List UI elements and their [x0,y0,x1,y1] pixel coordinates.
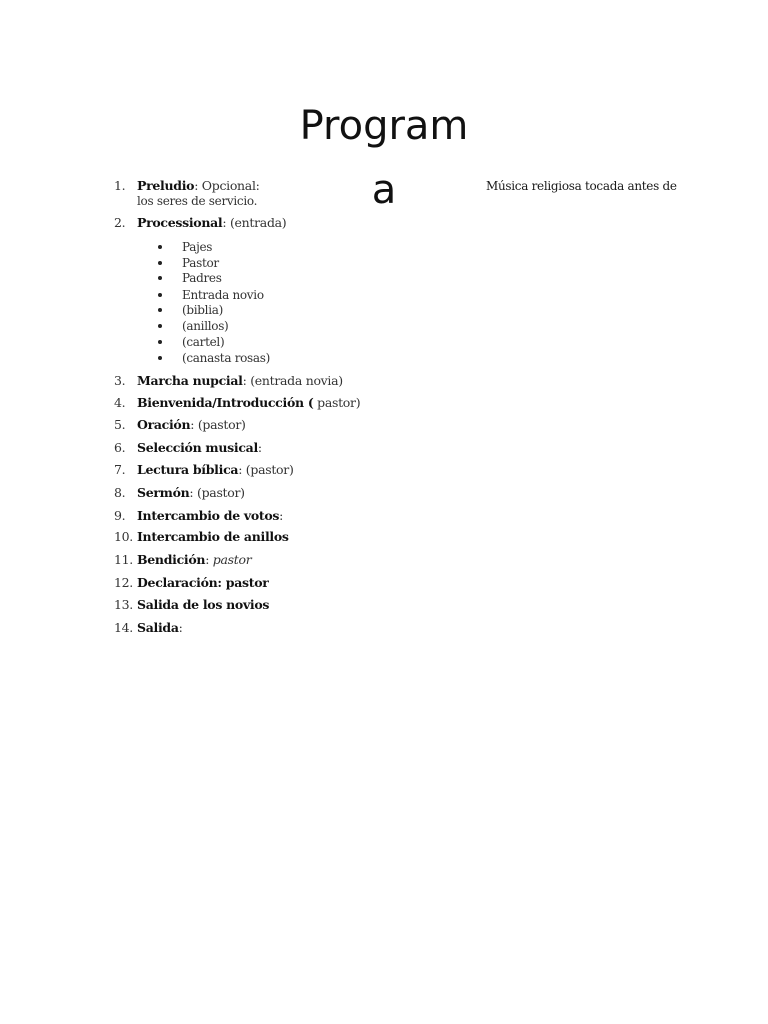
item-number: 11. [114,552,133,567]
bullet-dot [158,245,162,249]
item-detail: : (entrada novia) [242,373,343,388]
item-label: Salida [137,620,179,635]
item-label: Bienvenida/Introducción ( [137,395,314,410]
page-title-line1: Program [299,103,469,149]
item-number: 13. [114,597,133,612]
item-number: 12. [114,575,133,590]
bullet-text: (anillos) [182,319,229,333]
item-continuation: los seres de servicio. [137,194,258,208]
item-number: 9. [114,508,126,523]
item-label: Lectura bíblica [137,462,239,477]
bullet-text: Pastor [182,256,219,270]
page-title-line2: a [371,167,397,213]
bullet-text: Padres [182,271,222,285]
item-label: Bendición [137,552,206,567]
item-detail: : [178,620,183,635]
item-label: Marcha nupcial [137,373,243,388]
item-number: 6. [114,440,126,455]
bullet-dot [158,293,162,297]
bullet-text: Entrada novio [182,288,264,302]
bullet-dot [158,340,162,344]
item-number: 10. [114,529,133,544]
item-detail: pastor) [313,395,361,410]
item-detail: : Opcional: [194,178,260,193]
bullet-dot [158,261,162,265]
item-number: 2. [114,215,126,230]
item-detail: : (pastor) [190,417,246,432]
item-label: Preludio [137,178,195,193]
item-number: 7. [114,462,126,477]
bullet-text: Pajes [182,240,213,254]
item-label: Salida de los novios [137,597,270,612]
bullet-text: (cartel) [182,335,225,349]
item-number: 1. [114,178,126,193]
item-number: 5. [114,417,126,432]
item-label: Sermón [137,485,190,500]
item-label: Oración [137,417,191,432]
item-detail: : (pastor) [238,462,294,477]
item-number: 3. [114,373,126,388]
bullet-dot [158,276,162,280]
item-detail: : [205,552,213,567]
item-number: 8. [114,485,126,500]
item-label: Selección musical [137,440,258,455]
item-number: 14. [114,620,133,635]
item-number: 4. [114,395,126,410]
side-note: Música religiosa tocada antes de [486,179,677,193]
item-detail-italic: pastor [212,552,252,567]
item-label: Intercambio de anillos [137,529,289,544]
item-detail: : (pastor) [189,485,245,500]
item-detail: : [257,440,262,455]
item-detail: : [279,508,284,523]
bullet-dot [158,324,162,328]
item-label: Processional [137,215,223,230]
item-detail: : (entrada) [222,215,287,230]
bullet-dot [158,308,162,312]
bullet-text: (biblia) [182,303,223,317]
bullet-dot [158,356,162,360]
bullet-text: (canasta rosas) [182,351,271,365]
item-label: Declaración: pastor [137,575,269,590]
item-label: Intercambio de votos [137,508,280,523]
